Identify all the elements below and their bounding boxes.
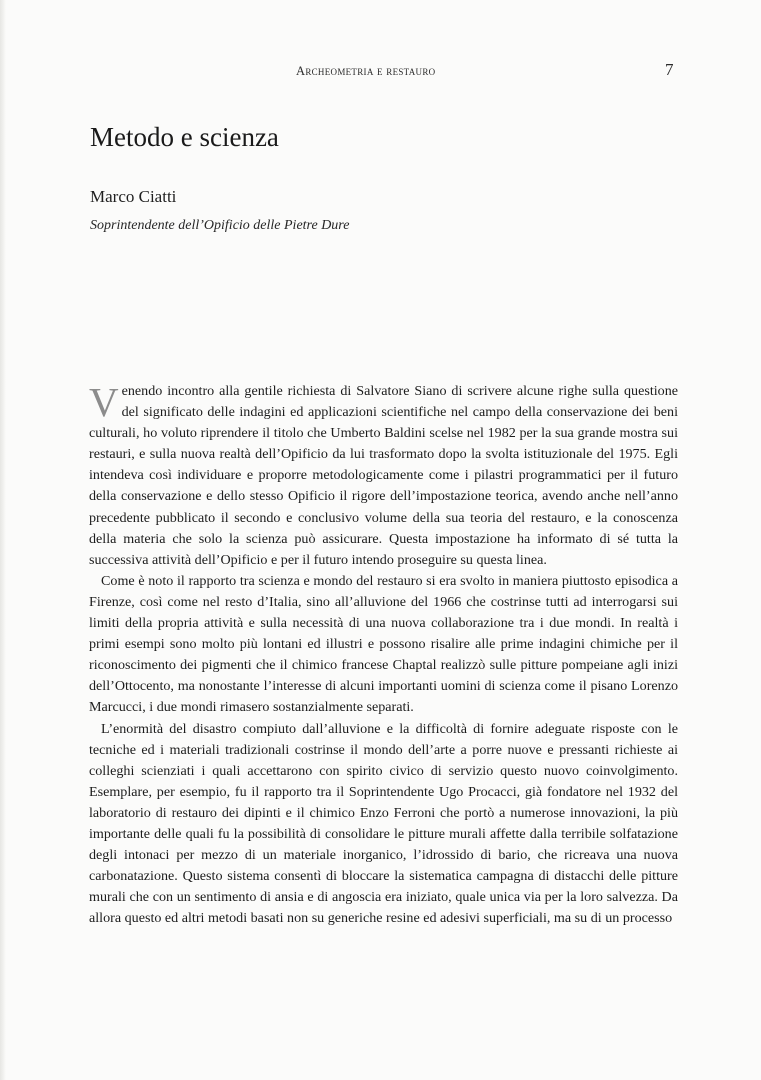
paragraph-1	[89, 381, 678, 571]
running-header: Archeometria e restauro	[296, 64, 436, 78]
drop-cap: V	[89, 379, 119, 425]
article-body	[89, 381, 678, 929]
paragraph-3: L’enormità del disastro compiuto dall’alluvione e la difficoltà di fornire adeguate risposte con le tecniche ed i materiali tradizionali costrinse il mondo dell’arte a porre nuove e pressanti richieste ai colleghi scienziati i quali accettarono con spirito civico di servizio questo nuovo coinvolgimento. Esemplare, per esempio, fu il rapporto tra il Soprintendente Ugo Procacci, già fondatore nel 1932 del laboratorio di restauro dei dipinti e il chimico Enzo Ferroni che portò a numerose innovazioni, la più importante delle quali fu la possibilità di consolidare le pitture murali affette dalla terribile solfatazione degli intonaci per mezzo di un materiale inorganico, l’idrossido di bario, che ricreava una nuova carbonatazione. Questo sistema consentì di bloccare la sistematica campagna di distacchi delle pitture murali che con un sentimento di ansia e di angoscia era iniziato, quale unica via per la loro salvezza. Da allora questo ed altri metodi basati non su generiche resine ed adesivi superficiali, ma su di un processo	[89, 720, 678, 927]
paragraph-1-text: enendo incontro alla gentile richiesta di Salvatore Siano di scrivere alcune righe sulla questione del significato delle indagini ed applicazioni scientifiche nel campo della conservazione dei beni culturali, ho voluto riprendere il titolo che Umberto Baldini scelse nel 1982 per la sua grande mostra sui restauri, e sulla nuova realtà dell’Opificio da lui trasformato dopo la svolta istituzionale del 1975. Egli intendeva così individuare e proporre metodologicamente come i pilastri programmatici per il futuro della conservazione e dello stesso Opificio il rigore dell’impostazione teorica, avendo anche nell’anno precedente pubblicato il secondo e conclusivo volume della sua teoria del restauro, e la conoscenza della materia che solo la scienza può assicurare. Questa impostazione ha informato di sé tutta la successiva attività dell’Opificio e per il futuro intendo proseguire su questa linea.	[89, 383, 678, 568]
author-affiliation: Soprintendente dell’Opificio delle Pietre Dure	[90, 218, 350, 233]
article-title: Metodo e scienza	[90, 122, 279, 152]
paragraph-2: Come è noto il rapporto tra scienza e mondo del restauro si era svolto in maniera piuttosto episodica a Firenze, così come nel resto d’Italia, sino all’alluvione del 1966 che costrinse tutti ad interrogarsi sui limiti della propria attività e sulla necessità di una nuova collaborazione tra i due mondi. In realtà i primi esempi sono molto più lontani ed illustri e possono risalire alle prime indagini chimiche per il riconoscimento dei pigmenti che il chimico francese Chaptal realizzò sulle pitture pompeiane agli inizi dell’Ottocento, ma nonostante l’interesse di alcuni importanti uomini di scienza come il pisano Lorenzo Marcucci, i due mondi rimasero sostanzialmente separati.	[89, 572, 678, 716]
page-number: 7	[665, 60, 674, 79]
article-author: Marco Ciatti	[90, 187, 177, 206]
page-edge-shadow	[0, 0, 6, 1080]
